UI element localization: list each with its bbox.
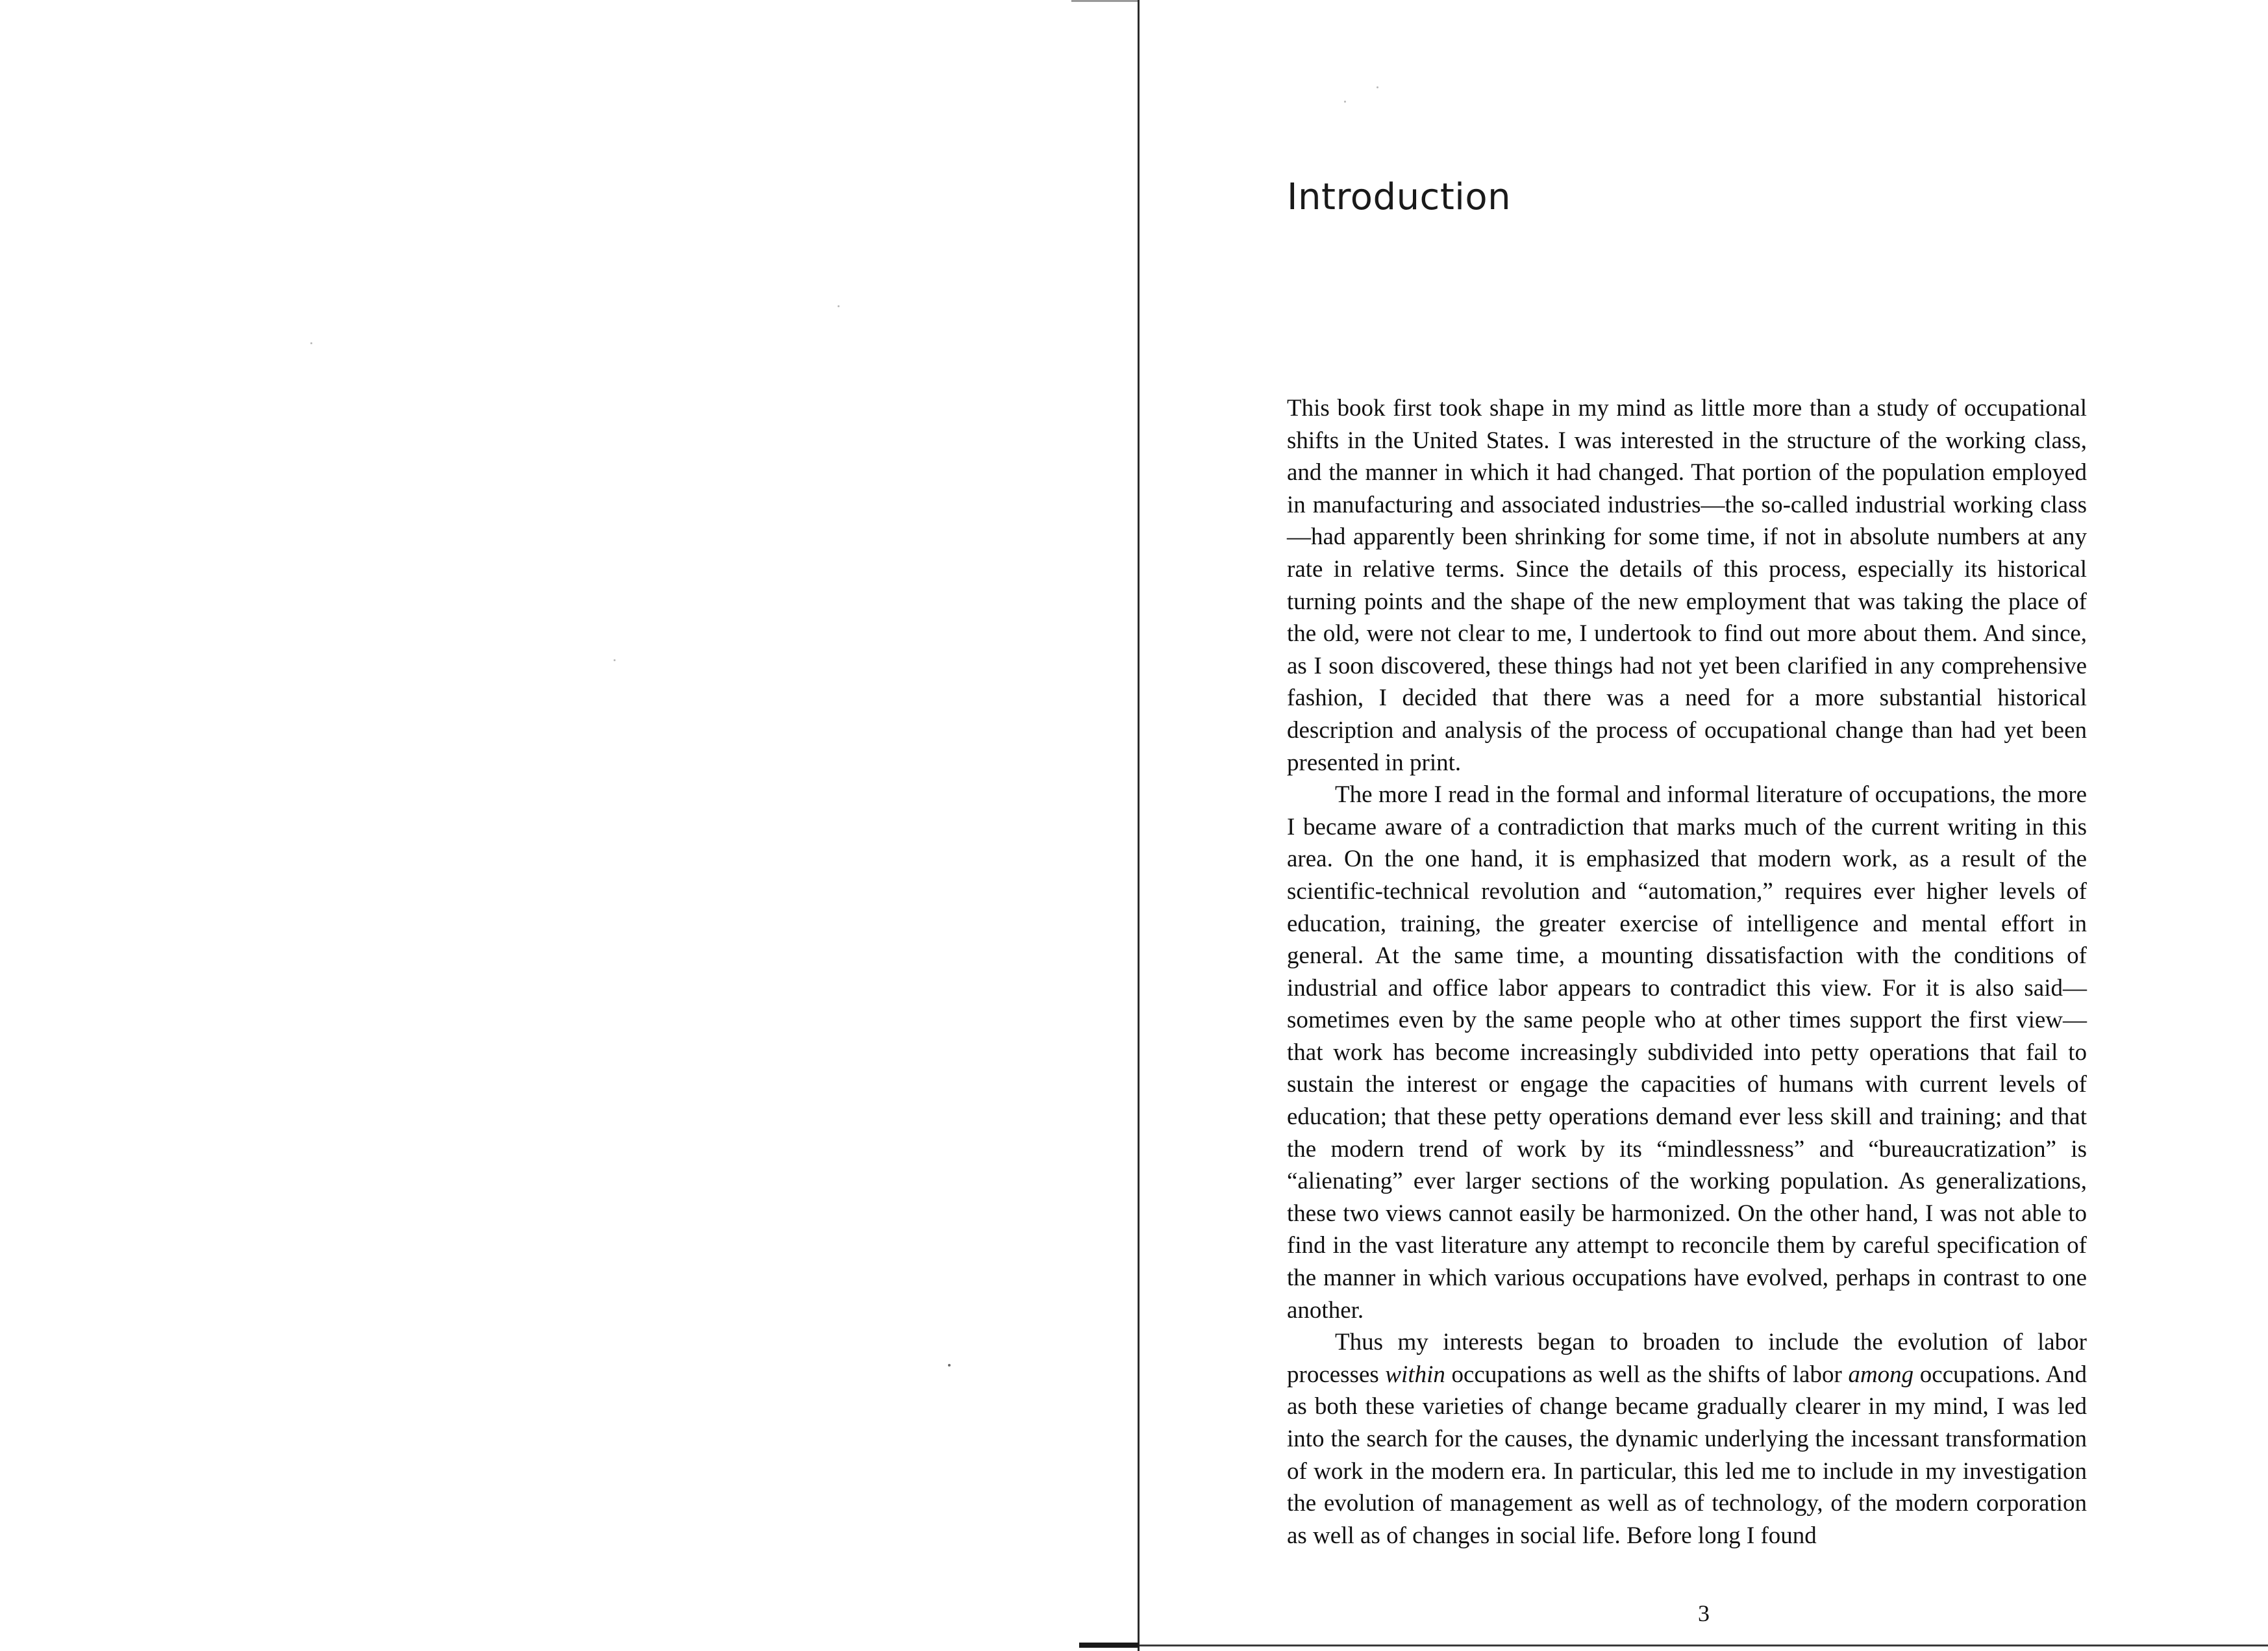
paper-speck <box>614 659 616 661</box>
paper-speck <box>948 1364 951 1367</box>
emphasis-within: within <box>1385 1361 1445 1388</box>
paragraph-3-text: Thus my interests began to broaden to include the evolution of labor processes <box>1287 1329 2087 1388</box>
paragraph-3 <box>1287 1326 2087 1552</box>
paragraph-3-text: occupations. And as both these varieties of change became gradually clearer in my mind, I was led into the search for the causes, the dynamic underlying the incessant transformation of work in the modern era. In particular, this led me to include in my investigation the evolution of management as well as of technology, of the modern corporation as well as of changes in social life. Before long I found <box>1287 1361 2087 1549</box>
page-top-edge <box>1071 0 1138 2</box>
right-page <box>1140 0 2268 1643</box>
paragraph-1: This book first took shape in my mind as little more than a study of occupational shifts in the United States. I was interested in the structure of the working class, and the manner in which it had changed. That portion of the population employed in manufacturing and associated industries—the so-called industrial working class—had apparently been shrinking for some time, if not in absolute numbers at any rate in relative terms. Since the details of this process, especially its historical turning points and the shape of the new employment that was taking the place of the old, were not clear to me, I undertook to find out more about them. And since, as I soon discovered, these things had not yet been clarified in any comprehensive fashion, I decided that there was a need for a more substantial historical description and analysis of the process of occupational change than had yet been presented in print. <box>1287 395 2087 776</box>
chapter-title: Introduction <box>1287 176 1512 218</box>
emphasis-among: among <box>1848 1361 1914 1388</box>
page-bottom-edge <box>1079 1643 1139 1648</box>
paper-speck <box>1344 101 1346 103</box>
page-number: 3 <box>1698 1600 1710 1626</box>
paper-speck <box>310 342 312 344</box>
paragraph-3-text: occupations as well as the shifts of labor <box>1445 1361 1849 1388</box>
body-text <box>1287 392 2087 1552</box>
paper-speck <box>838 305 840 307</box>
page-bottom-edge <box>1140 1645 2268 1646</box>
paragraph-2: The more I read in the formal and informal literature of occupations, the more I became aware of a contradiction that marks much of the current writing in this area. On the one hand, it is emphasized that modern work, as a result of the scientific-technical revolution and “automation,” requires ever higher levels of education, training, the greater exercise of intelligence and mental effort in general. At the same time, a mounting dissatisfaction with the conditions of industrial and office labor appears to contradict this view. For it is also said—sometimes even by the same people who at other times support the first view—that work has become increasingly subdivided into petty operations that fail to sustain the interest or engage the capacities of humans with current levels of education; that these petty operations demand ever less skill and training; and that the modern trend of work by its “mindlessness” and “bureaucratization” is “alienating” ever larger sections of the working population. As generalizations, these two views cannot easily be harmonized. On the other hand, I was not able to find in the vast literature any attempt to reconcile them by careful specification of the manner in which various occupations have evolved, perhaps in contrast to one another. <box>1287 781 2087 1324</box>
paper-speck <box>1377 86 1378 88</box>
